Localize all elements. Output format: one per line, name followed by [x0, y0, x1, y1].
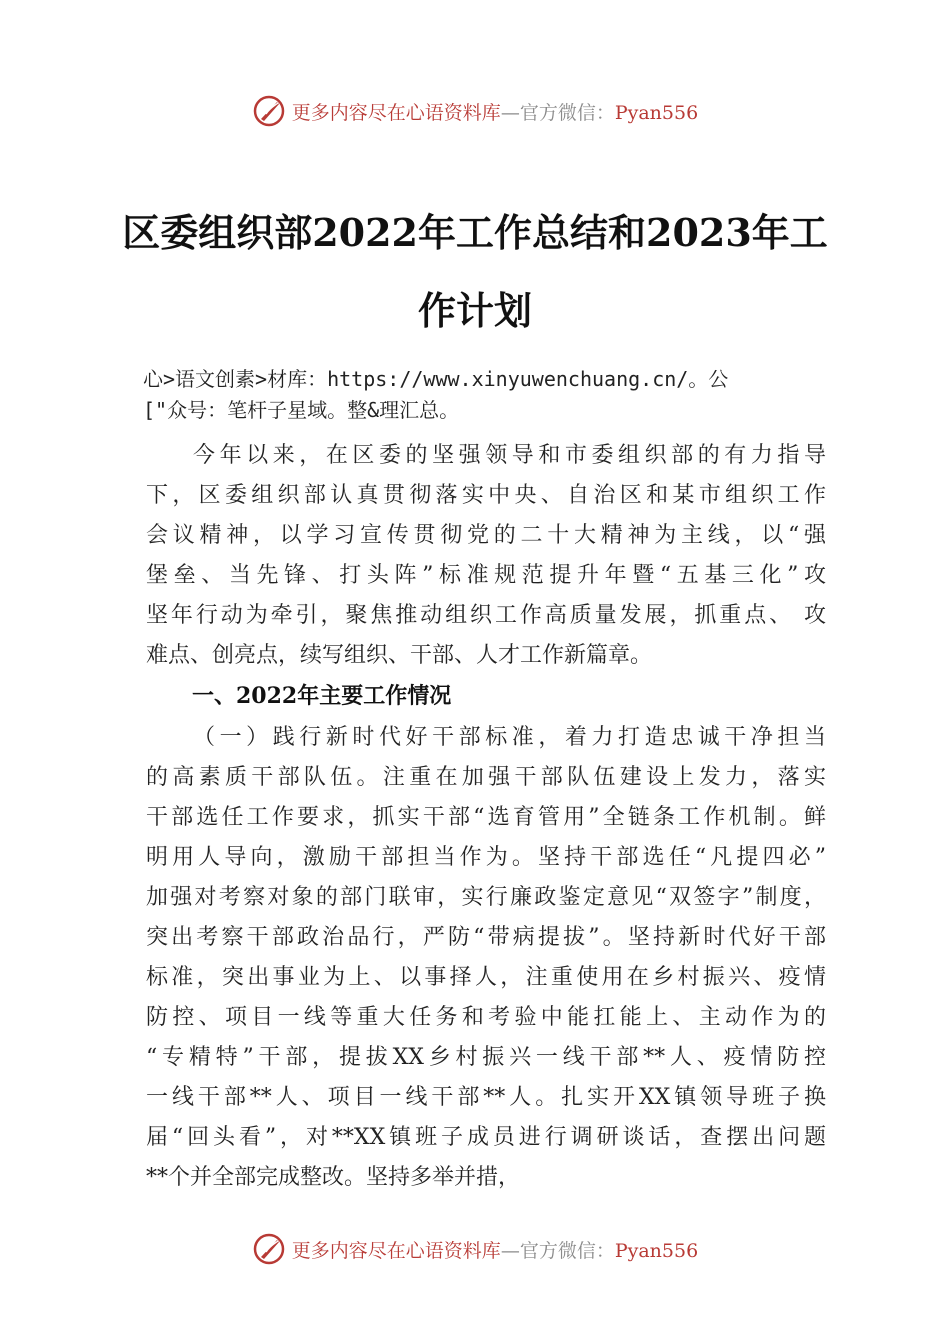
banner-text [292, 98, 698, 125]
document-title-line-1: 区委组织部2022年工作总结和2023年工 [122, 210, 828, 255]
section-line-12: **个并全部完成整改。坚持多举并措， [146, 1165, 521, 1190]
section-line-4: 明用人导向，激励干部担当作为。坚持干部选任“凡提四必” [146, 845, 826, 870]
banner-wechat-label: 官方微信： [519, 1239, 615, 1262]
banner-wechat-id: Pyan556 [614, 101, 699, 124]
document-title-line-2: 作计划 [417, 288, 532, 333]
header-banner [0, 94, 950, 128]
section-line-2: 的高素质干部队伍。注重在加强干部队伍建设上发力，落实 [146, 765, 826, 790]
banner-wechat-id: Pyan556 [614, 1239, 699, 1262]
banner-wechat-label: 官方微信： [519, 101, 615, 124]
section-line-1: （一）践行新时代好干部标准，着力打造忠诚干净担当 [193, 725, 826, 750]
intro-line-1: 今年以来，在区委的坚强领导和市委组织部的有力指导 [193, 443, 826, 468]
section-heading: 一、2022年主要工作情况 [192, 683, 452, 709]
section-line-9: “专精特”干部，提拔XX乡村振兴一线干部**人、疫情防控 [146, 1045, 826, 1070]
quill-logo-icon [252, 1232, 286, 1266]
section-line-11: 届“回头看”，对**XX镇班子成员进行调研谈话，查摆出问题 [146, 1125, 826, 1150]
banner-dash: — [500, 1239, 520, 1262]
intro-line-6: 难点、创亮点，续写组织、干部、人才工作新篇章。 [146, 643, 653, 668]
section-line-8: 防控、项目一线等重大任务和考验中能扛能上、主动作为的 [146, 1005, 826, 1030]
section-line-5: 加强对考察对象的部门联审，实行廉政鉴定意见“双签字”制度， [146, 885, 826, 910]
banner-text [292, 1236, 698, 1263]
banner-dash: — [500, 101, 520, 124]
intro-line-5: 坚年行动为牵引，聚焦推动组织工作高质量发展，抓重点、 攻 [146, 603, 826, 628]
section-line-7: 标准，突出事业为上、以事择人，注重使用在乡村振兴、疫情 [146, 965, 826, 990]
banner-main-text: 更多内容尽在心语资料库 [291, 1239, 501, 1262]
intro-line-3: 会议精神，以学习宣传贯彻党的二十大精神为主线，以“强 [146, 523, 826, 548]
source-note-line-2: ["众号：笔杆子星域。整&理汇总。 [143, 398, 460, 422]
source-note-line-1: 心>语文创素>材库：https://www.xinyuwenchuang.cn/。公 [143, 367, 729, 391]
section-line-3: 干部选任工作要求，抓实干部“选育管用”全链条工作机制。鲜 [146, 805, 826, 830]
footer-banner [0, 1232, 950, 1266]
section-line-10: 一线干部**人、项目一线干部**人。扎实开XX镇领导班子换 [146, 1085, 826, 1110]
banner-main-text: 更多内容尽在心语资料库 [291, 101, 501, 124]
intro-line-4: 堡垒、当先锋、打头阵”标准规范提升年暨“五基三化”攻 [146, 563, 826, 588]
source-note [143, 364, 823, 426]
intro-line-2: 下，区委组织部认真贯彻落实中央、自治区和某市组织工作 [146, 483, 826, 508]
section-line-6: 突出考察干部政治品行，严防“带病提拔”。坚持新时代好干部 [146, 925, 826, 950]
quill-logo-icon [252, 94, 286, 128]
